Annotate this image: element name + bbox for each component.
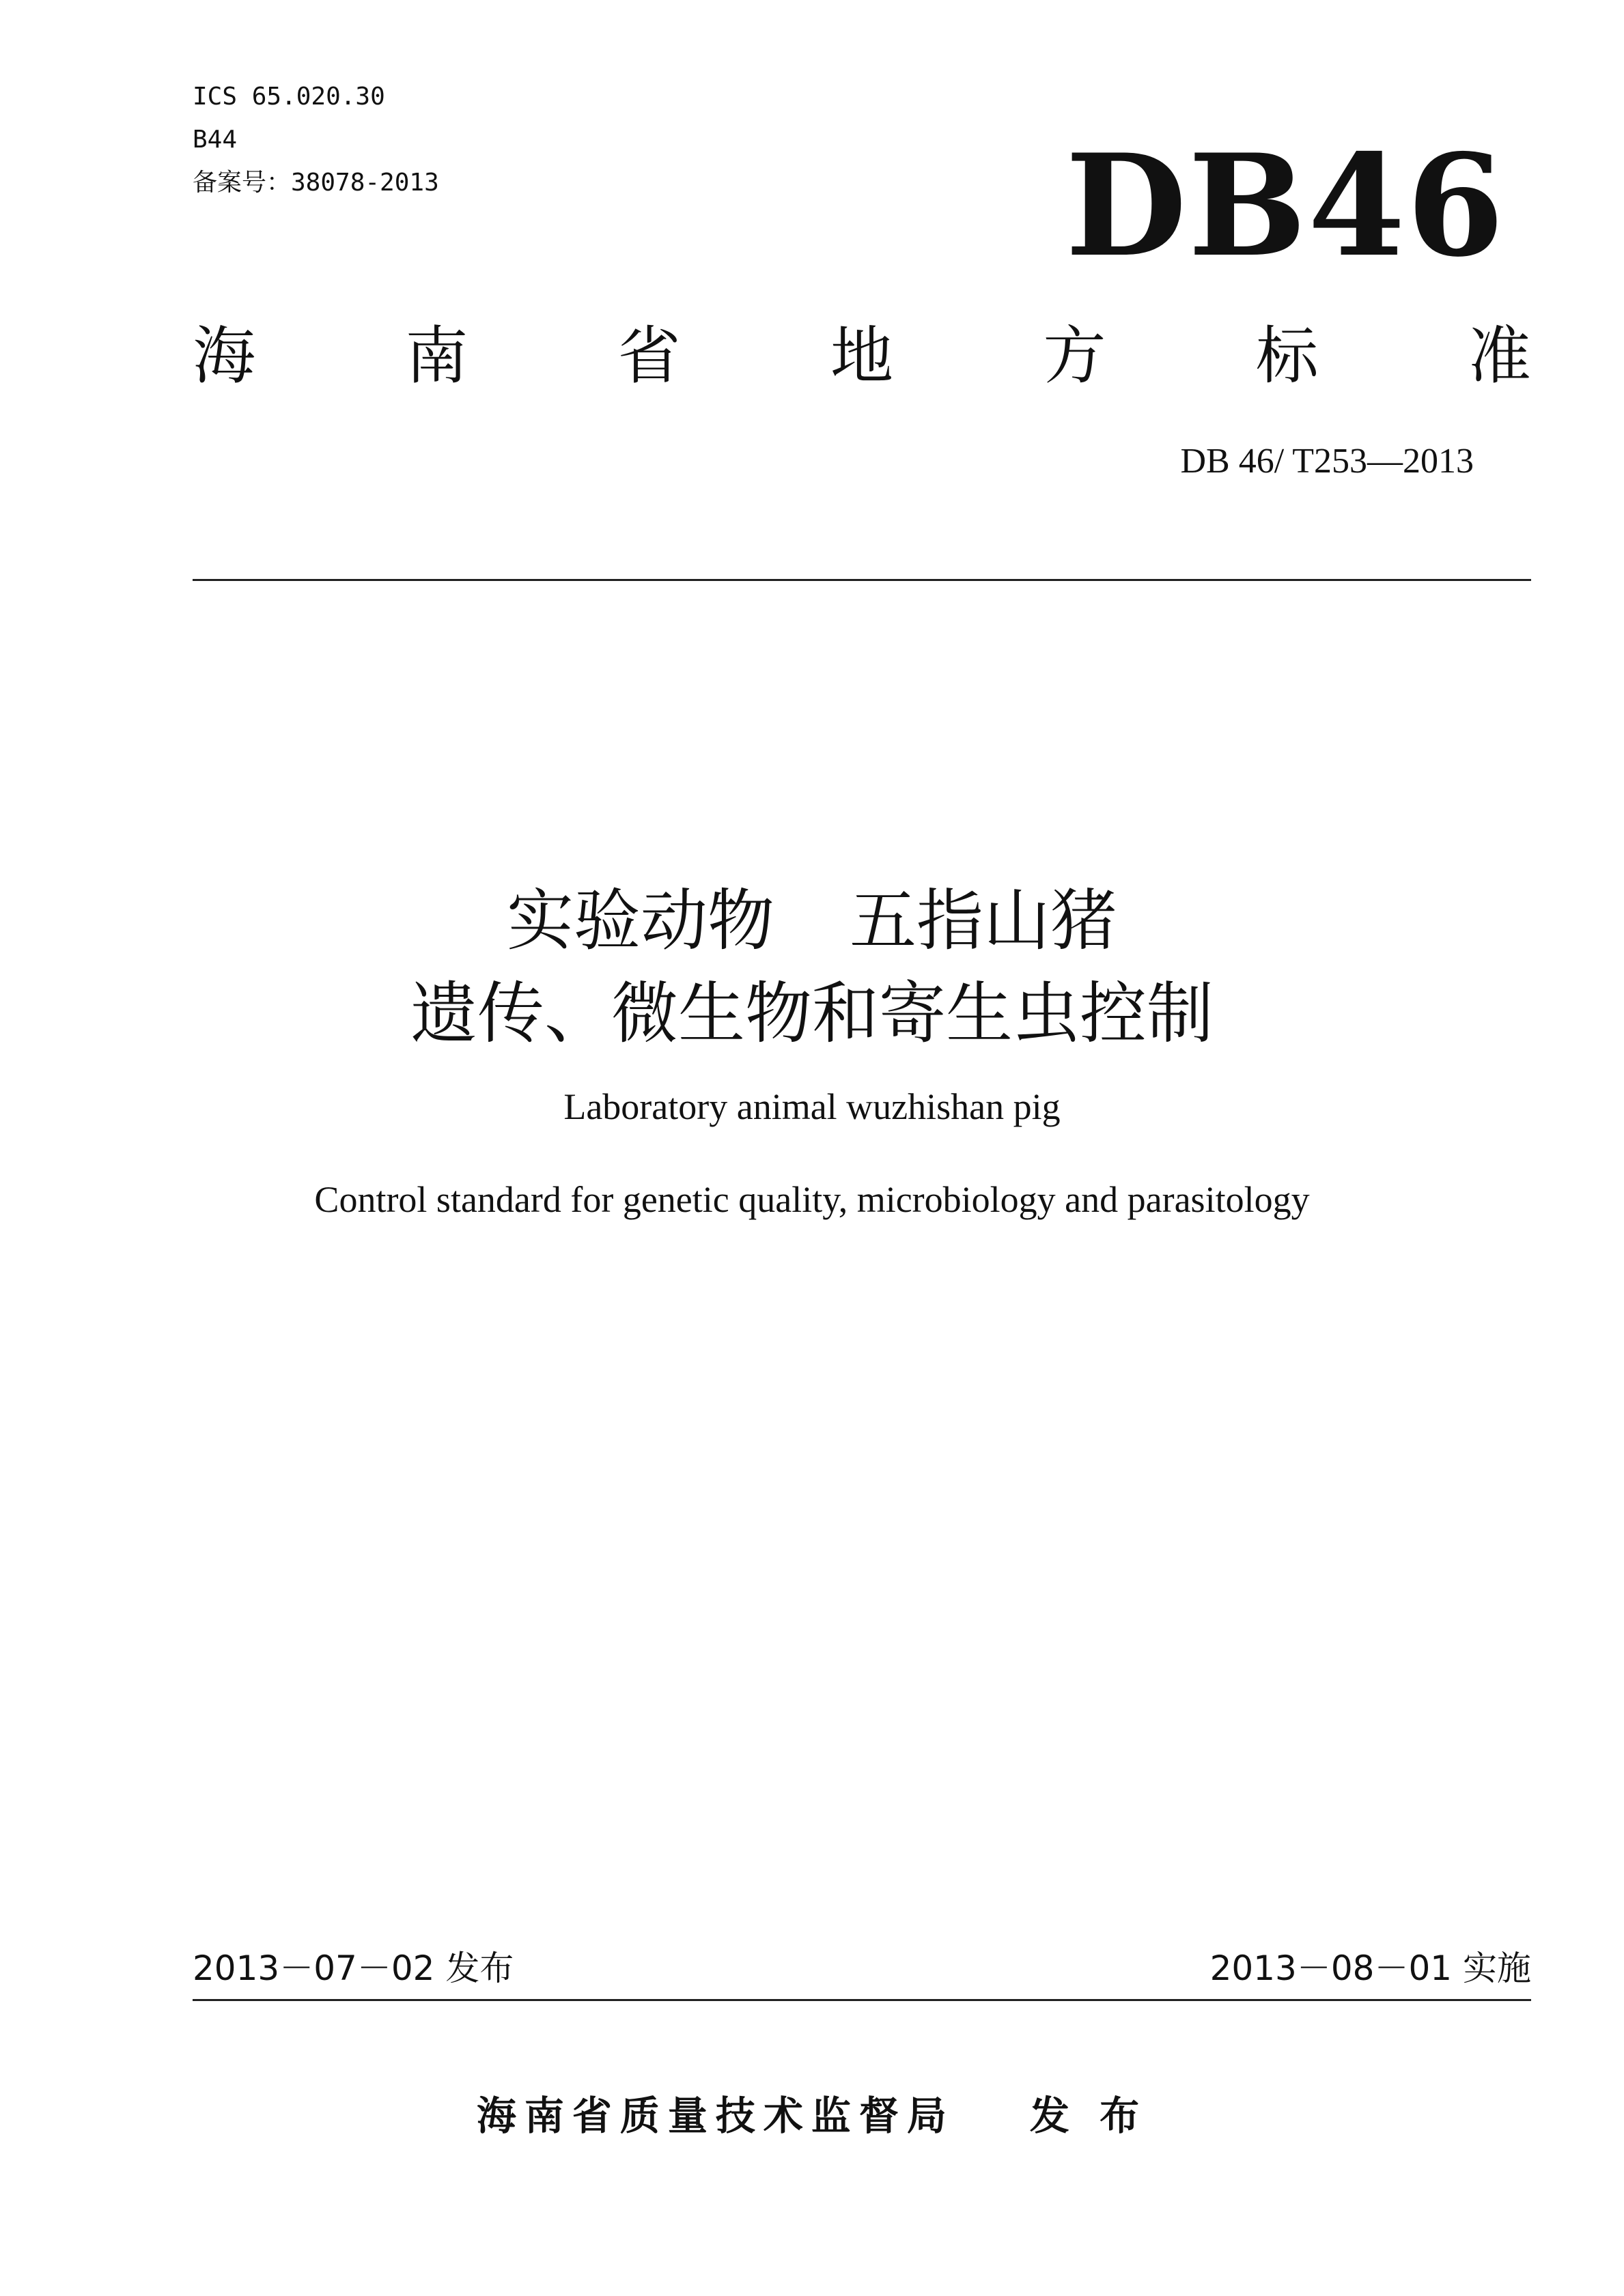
- ics-code: ICS 65.020.30: [193, 83, 385, 111]
- issuer-line: [0, 2093, 1624, 2139]
- banner-char: 准: [1468, 320, 1531, 393]
- issuer-name: 海南省质量技术监督局: [476, 2093, 955, 2139]
- db-code: DB46: [1065, 124, 1506, 288]
- banner-char: 标: [1255, 320, 1319, 393]
- title-en-line1: Laboratory animal wuzhishan pig: [563, 1086, 1061, 1127]
- title-cn-part2: 五指山猪: [850, 882, 1118, 960]
- title-en-line2: Control standard for genetic quality, microbiology and parasitology: [314, 1179, 1310, 1220]
- title-cn-line1: [0, 882, 1624, 960]
- banner-char: 海: [193, 320, 256, 393]
- banner-char: 南: [405, 320, 468, 393]
- banner-char: 省: [617, 320, 681, 393]
- issuer-action: 发 布: [1029, 2093, 1148, 2139]
- standard-banner: [193, 315, 1531, 397]
- ccs-code: B44: [193, 126, 238, 154]
- header-divider: [193, 579, 1531, 581]
- implementation-date: 2013－08－01 实施: [1209, 1948, 1531, 1988]
- title-cn-line2: 遗传、微生物和寄生虫控制: [410, 975, 1214, 1053]
- standard-number: DB 46/ T253—2013: [1180, 442, 1474, 481]
- footer-divider: [193, 1999, 1531, 2001]
- record-number: 备案号：38078-2013: [193, 169, 439, 197]
- issue-date: 2013－07－02 发布: [193, 1948, 514, 1988]
- banner-char: 方: [1043, 320, 1106, 393]
- banner-char: 地: [830, 320, 893, 393]
- title-cn-part1: 实验动物: [506, 882, 774, 960]
